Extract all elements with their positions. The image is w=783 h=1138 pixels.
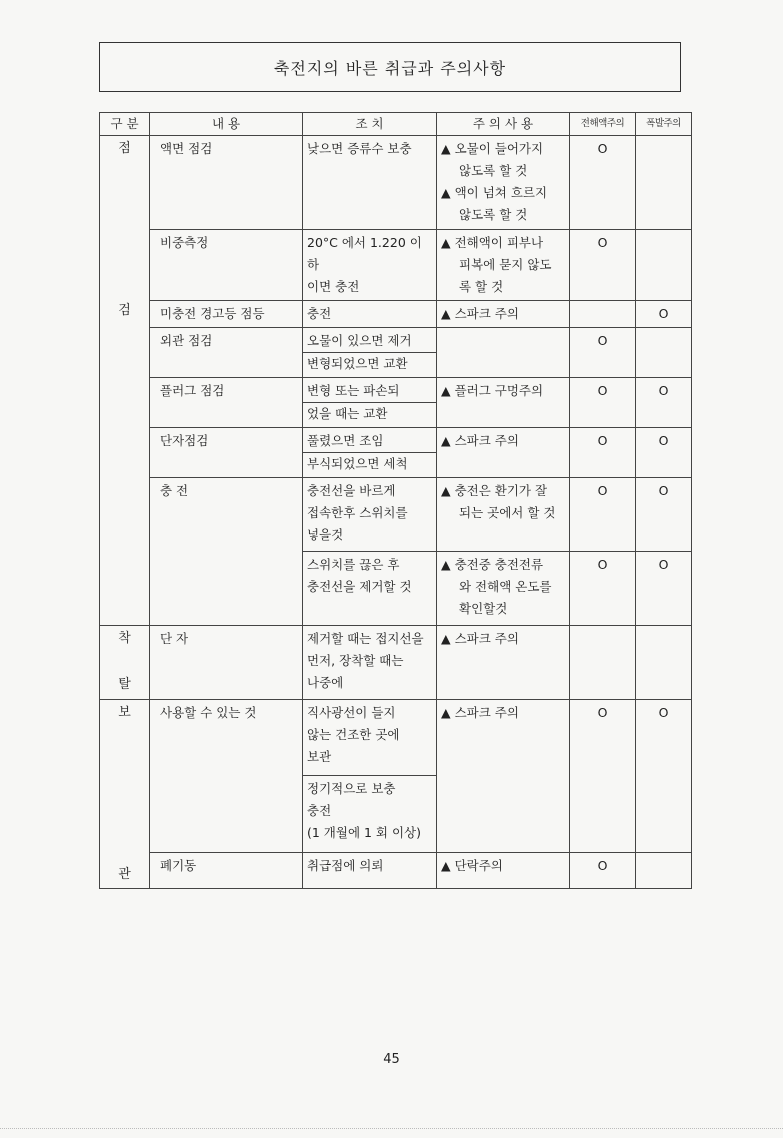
table-row	[100, 626, 692, 700]
action-line: 충전선을 제거할 것	[307, 579, 412, 594]
cell-electrolyte-mark: O	[570, 428, 636, 478]
cell-action	[303, 700, 437, 776]
action-line: 제거할 때는 접지선을	[307, 631, 424, 646]
table-header-row	[100, 113, 692, 136]
action-line: 넣을것	[307, 527, 344, 542]
action-line: 나중에	[307, 675, 344, 690]
action-line: 변형 또는 파손되	[303, 380, 436, 403]
cell-caution	[437, 552, 570, 626]
cell-electrolyte-mark: O	[570, 852, 636, 888]
cell-action	[303, 626, 437, 700]
cell-electrolyte-mark: O	[570, 478, 636, 552]
cell-action	[303, 428, 437, 478]
header-explosion: 폭발주의	[636, 113, 692, 136]
cell-explosion-mark: O	[636, 478, 692, 552]
cell-caution	[437, 301, 570, 328]
caution-line: ▲ 액이 넘쳐 흐르지	[441, 185, 548, 200]
table-row	[100, 852, 692, 888]
page-number: 45	[383, 1052, 400, 1067]
action-line: 먼저, 장착할 때는	[307, 653, 404, 668]
action-line: 않는 건조한 곳에	[307, 727, 400, 742]
cell-content: 단자점검	[150, 428, 303, 478]
cell-electrolyte-mark: O	[570, 552, 636, 626]
category-inspection	[100, 136, 150, 626]
action-line: 이면 충전	[307, 279, 360, 294]
category-char: 점	[118, 141, 131, 156]
category-char: 보	[118, 705, 131, 720]
caution-line: ▲ 스파크 주의	[441, 631, 519, 646]
cell-explosion-mark: O	[636, 378, 692, 428]
action-line: 20°C 에서 1.220 이하	[307, 235, 422, 272]
caution-line: ▲ 오물이 들어가지	[441, 141, 544, 156]
caution-line: ▲ 전해액이 피부나	[441, 235, 544, 250]
cell-action	[303, 552, 437, 626]
cell-action	[303, 136, 437, 230]
header-category: 구 분	[100, 113, 150, 136]
caution-line: 록 할 것	[459, 279, 504, 294]
cell-electrolyte-mark: O	[570, 136, 636, 230]
caution-line: ▲ 스파크 주의	[441, 306, 519, 321]
caution-line: ▲ 충전은 환기가 잘	[441, 483, 548, 498]
cell-caution	[437, 478, 570, 552]
table-row	[100, 136, 692, 230]
action-line: 보관	[307, 749, 332, 764]
cell-action	[303, 230, 437, 301]
cell-caution	[437, 378, 570, 428]
action-line: 풀렸으면 조임	[303, 430, 436, 453]
cell-content: 액면 점검	[150, 136, 303, 230]
cell-caution	[437, 136, 570, 230]
table-row	[100, 378, 692, 428]
table-row	[100, 700, 692, 776]
cell-action	[303, 328, 437, 378]
cell-content: 플러그 점검	[150, 378, 303, 428]
cell-content: 폐기동	[150, 852, 303, 888]
cell-electrolyte-mark: O	[570, 230, 636, 301]
cell-caution	[437, 230, 570, 301]
cell-caution	[437, 626, 570, 700]
cell-caution	[437, 428, 570, 478]
caution-line: ▲ 스파크 주의	[441, 433, 519, 448]
action-line: 낮으면 증류수 보충	[307, 141, 412, 156]
cell-electrolyte-mark: O	[570, 700, 636, 853]
cell-caution	[437, 328, 570, 378]
action-line: 직사광선이 들지	[307, 705, 396, 720]
cell-electrolyte-mark	[570, 301, 636, 328]
cell-electrolyte-mark: O	[570, 328, 636, 378]
page-title: 축전지의 바른 취급과 주의사항	[99, 42, 681, 92]
action-line: 부식되었으면 세척	[307, 456, 408, 471]
caution-line: 확인할것	[459, 601, 508, 616]
cell-action	[303, 478, 437, 552]
cell-explosion-mark	[636, 230, 692, 301]
action-line: (1 개월에 1 회 이상)	[307, 824, 422, 840]
caution-line: 않도록 할 것	[459, 163, 528, 178]
table-row	[100, 328, 692, 378]
action-line: 오물이 있으면 제거	[303, 330, 436, 353]
cell-content: 단 자	[150, 626, 303, 700]
action-line: 었을 때는 교환	[307, 406, 388, 421]
cell-explosion-mark: O	[636, 700, 692, 853]
caution-line: 않도록 할 것	[459, 207, 528, 222]
cell-action	[303, 301, 437, 328]
caution-line: 피복에 묻지 않도	[459, 257, 552, 272]
battery-handling-table	[99, 112, 692, 889]
cell-content: 외관 점검	[150, 328, 303, 378]
caution-line: ▲ 플러그 구멍주의	[441, 383, 544, 398]
cell-electrolyte-mark	[570, 626, 636, 700]
cell-content: 사용할 수 있는 것	[150, 700, 303, 853]
category-char: 관	[118, 867, 131, 882]
cell-explosion-mark	[636, 136, 692, 230]
header-action: 조 치	[303, 113, 437, 136]
action-line: 충전선을 바르게	[307, 483, 396, 498]
category-storage	[100, 700, 150, 889]
cell-electrolyte-mark: O	[570, 378, 636, 428]
table-row	[100, 428, 692, 478]
action-line: 접속한후 스위치를	[307, 505, 408, 520]
header-electrolyte: 전해액주의	[570, 113, 636, 136]
header-caution: 주 의 사 용	[437, 113, 570, 136]
cell-content: 충 전	[150, 478, 303, 626]
action-line: 변형되었으면 교환	[307, 356, 408, 371]
action-line: 충전	[307, 802, 332, 818]
cell-action	[303, 378, 437, 428]
cell-caution	[437, 852, 570, 888]
table-row	[100, 301, 692, 328]
cell-explosion-mark: O	[636, 301, 692, 328]
caution-line: ▲ 스파크 주의	[441, 705, 519, 720]
caution-line: ▲ 단락주의	[441, 857, 503, 873]
cell-caution	[437, 700, 570, 853]
cell-action	[303, 775, 437, 852]
cell-content: 미충전 경고등 점등	[150, 301, 303, 328]
action-line: 충전	[307, 306, 332, 321]
cell-explosion-mark: O	[636, 428, 692, 478]
scan-edge-line	[0, 1128, 783, 1129]
category-char: 탈	[118, 677, 131, 692]
caution-line: ▲ 충전중 충전전류	[441, 557, 544, 572]
header-content: 내 용	[150, 113, 303, 136]
cell-explosion-mark	[636, 328, 692, 378]
cell-explosion-mark: O	[636, 552, 692, 626]
category-char: 착	[118, 631, 131, 646]
caution-line: 되는 곳에서 할 것	[459, 505, 556, 520]
action-line: 정기적으로 보충	[307, 780, 396, 796]
cell-explosion-mark	[636, 626, 692, 700]
cell-content: 비중측정	[150, 230, 303, 301]
category-char: 검	[118, 303, 131, 318]
action-line: 취급점에 의뢰	[307, 857, 384, 873]
category-detach	[100, 626, 150, 700]
table-row	[100, 478, 692, 552]
caution-line: 와 전해액 온도를	[459, 579, 552, 594]
action-line: 스위치를 끊은 후	[307, 557, 400, 572]
cell-explosion-mark	[636, 852, 692, 888]
cell-action	[303, 852, 437, 888]
table-row	[100, 230, 692, 301]
